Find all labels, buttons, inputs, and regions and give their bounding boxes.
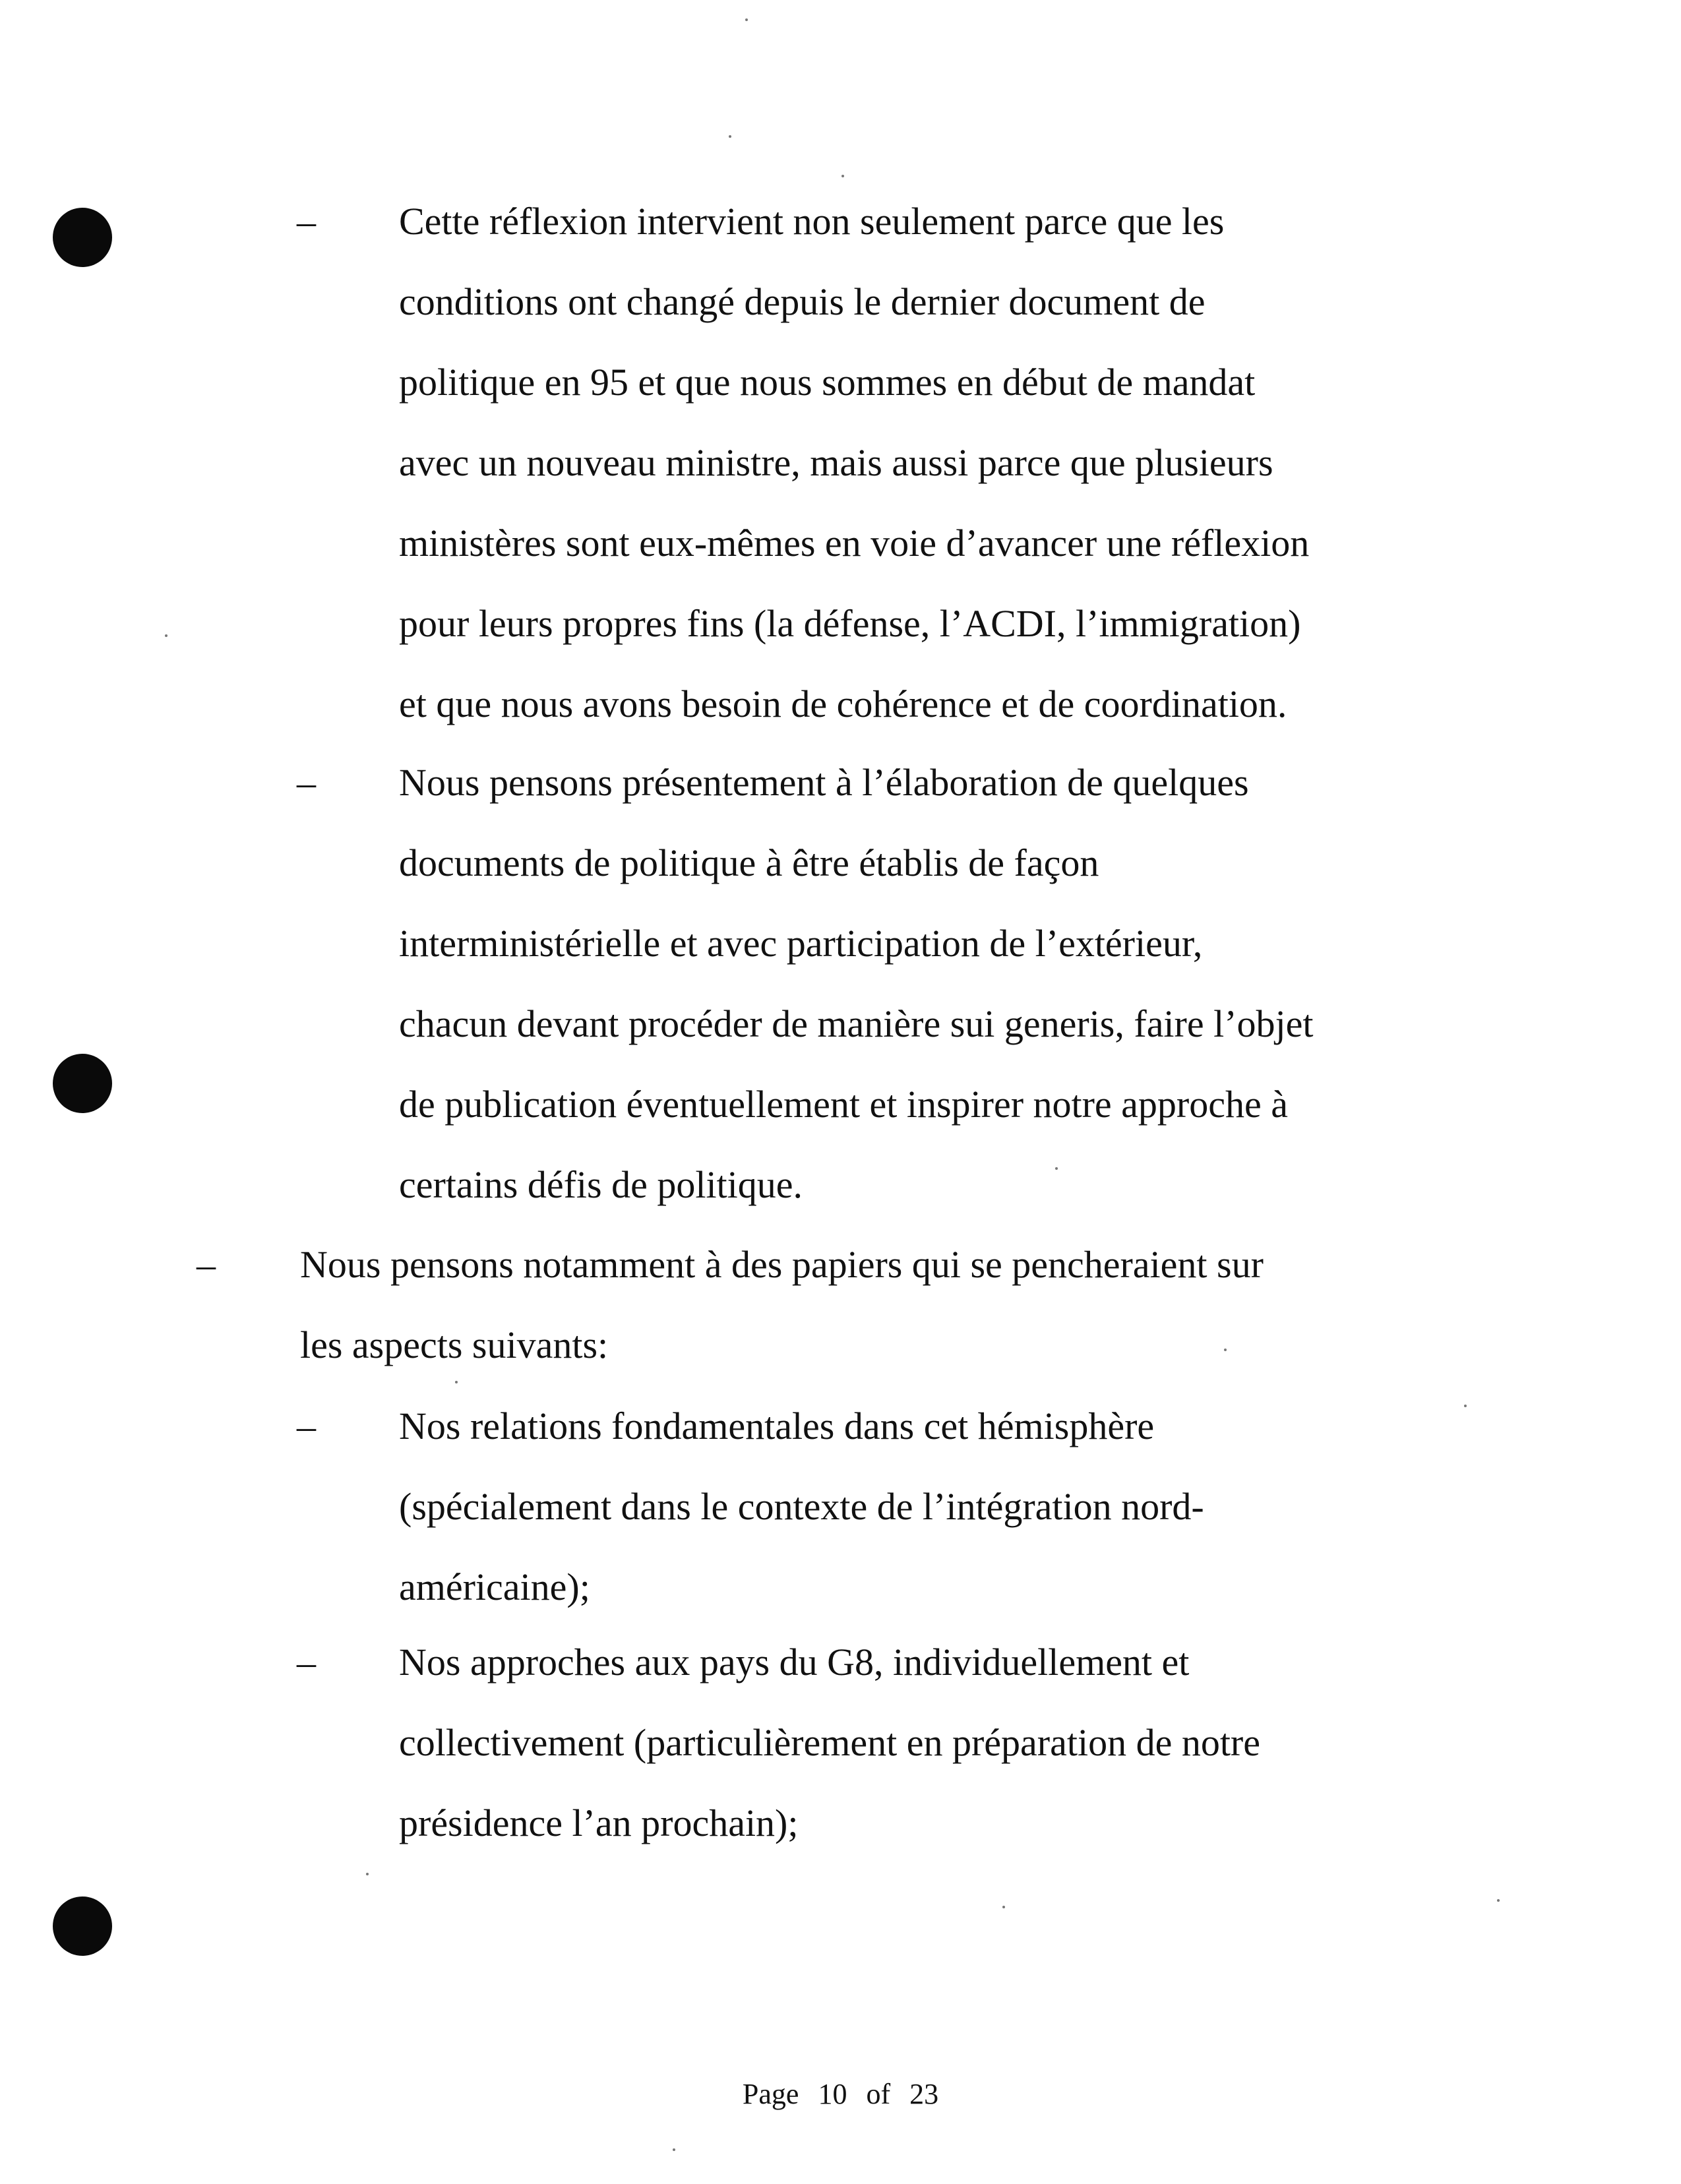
text-line: politique en 95 et que nous sommes en début de mandat xyxy=(399,361,1256,404)
scan-speck xyxy=(1055,1167,1058,1170)
text-line: américaine); xyxy=(399,1565,590,1608)
dash-bullet: – xyxy=(297,1641,316,1684)
page-of-label: of xyxy=(866,2078,891,2110)
scan-speck xyxy=(165,634,168,637)
text-line: les aspects suivants: xyxy=(300,1323,609,1366)
bullet-text xyxy=(399,1622,1260,1864)
bullet-text xyxy=(399,1386,1204,1627)
scan-speck xyxy=(1002,1906,1005,1908)
text-line: de publication éventuellement et inspirer notre approche à xyxy=(399,1083,1288,1126)
scan-speck xyxy=(729,135,731,138)
text-line: conditions ont changé depuis le dernier document de xyxy=(399,280,1206,323)
scan-speck xyxy=(1464,1405,1467,1407)
text-line: Nous pensons notamment à des papiers qui se pencheraient sur xyxy=(300,1243,1264,1286)
scan-speck xyxy=(673,2148,675,2151)
punch-hole-mark xyxy=(53,208,112,267)
text-line: Nos relations fondamentales dans cet hémisphère xyxy=(399,1405,1155,1447)
punch-hole-mark xyxy=(53,1054,112,1113)
page-total: 23 xyxy=(909,2078,939,2110)
dash-bullet: – xyxy=(297,761,316,804)
text-line: avec un nouveau ministre, mais aussi parce que plusieurs xyxy=(399,441,1273,484)
text-line: interministérielle et avec participation de l’extérieur, xyxy=(399,922,1203,965)
text-line: Nos approches aux pays du G8, individuellement et xyxy=(399,1641,1190,1684)
scan-speck xyxy=(745,18,748,21)
text-line: collectivement (particulièrement en préparation de notre xyxy=(399,1721,1260,1764)
text-line: Cette réflexion intervient non seulement parce que les xyxy=(399,200,1225,243)
bullet-text xyxy=(399,743,1314,1225)
text-line: présidence l’an prochain); xyxy=(399,1802,799,1844)
page-footer xyxy=(0,2075,1681,2114)
text-line: pour leurs propres fins (la défense, l’ACDI, l’immigration) xyxy=(399,602,1301,645)
text-line: documents de politique à être établis de façon xyxy=(399,841,1099,884)
text-line: et que nous avons besoin de cohérence et de coordination. xyxy=(399,682,1287,725)
text-line: chacun devant procéder de manière sui generis, faire l’objet xyxy=(399,1002,1314,1045)
bullet-text xyxy=(399,181,1309,744)
text-line: certains défis de politique. xyxy=(399,1163,803,1206)
dash-bullet: – xyxy=(297,1405,316,1447)
bullet-text xyxy=(300,1225,1264,1385)
text-line: (spécialement dans le contexte de l’intégration nord- xyxy=(399,1485,1204,1528)
dash-bullet: – xyxy=(197,1243,216,1286)
punch-hole-mark xyxy=(53,1896,112,1956)
text-line: Nous pensons présentement à l’élaboration de quelques xyxy=(399,761,1249,804)
scan-speck xyxy=(455,1381,458,1383)
page-number: 10 xyxy=(818,2078,847,2110)
dash-bullet: – xyxy=(297,200,316,243)
text-line: ministères sont eux-mêmes en voie d’avancer une réflexion xyxy=(399,522,1310,564)
page-prefix: Page xyxy=(742,2078,799,2110)
scan-speck xyxy=(841,175,844,177)
scan-speck xyxy=(1224,1349,1227,1351)
scan-speck xyxy=(1497,1899,1500,1902)
scan-speck xyxy=(366,1873,369,1875)
